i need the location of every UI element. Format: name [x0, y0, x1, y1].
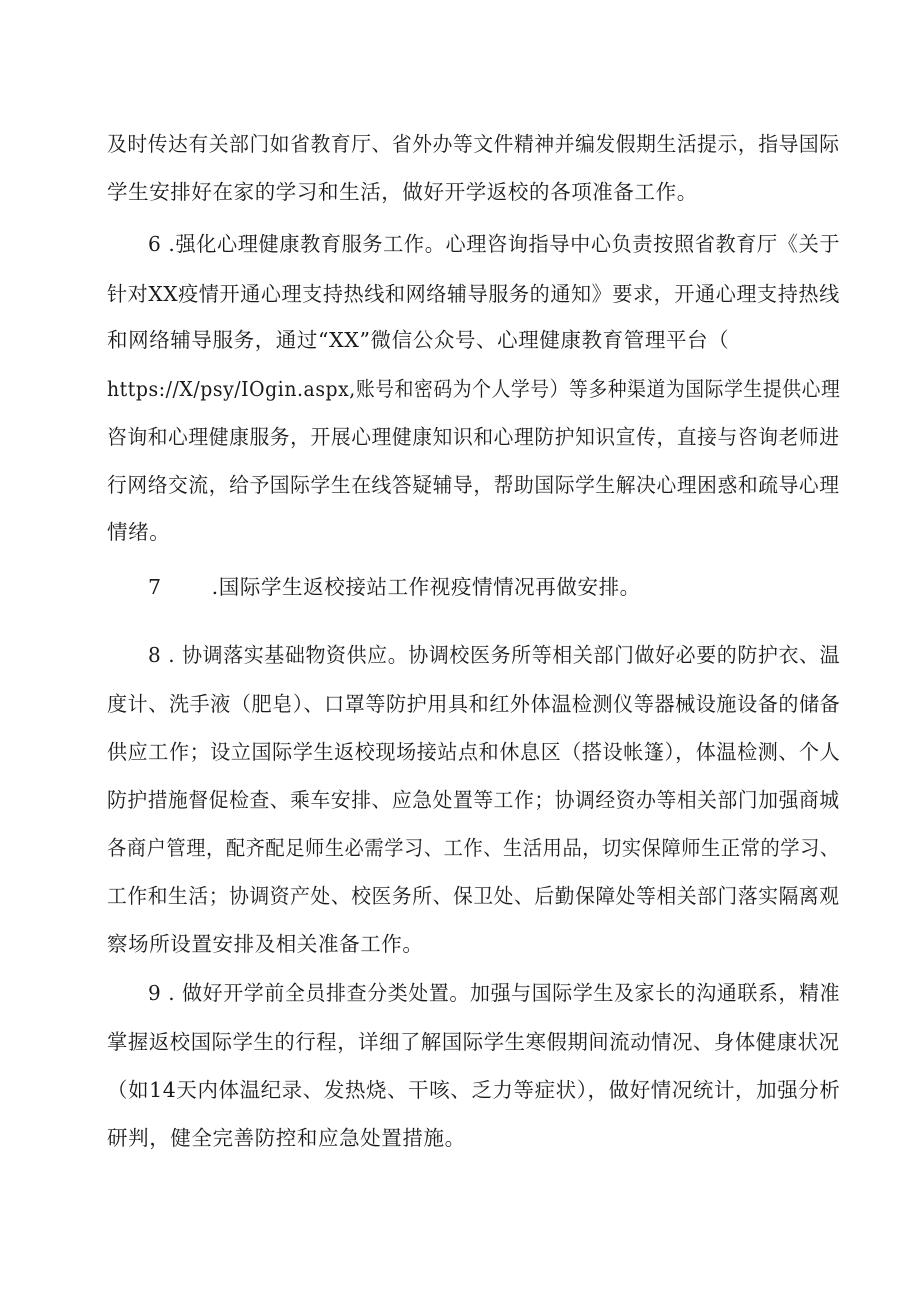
item-9-line-4: 研判，健全完善防控和应急处置措施。	[107, 1126, 466, 1150]
item-8-line-2: 度计、洗手液（肥皂）、口罩等防护用具和红外体温检测仪等器械设施设备的储备	[107, 692, 841, 716]
item-6-line-7: 情绪。	[107, 520, 171, 544]
item-7-number: 7	[148, 575, 162, 599]
item-6-line-4: https://X/psy/IOgin.aspx,账号和密码为个人学号）等多种渠道为国际学生提供心理	[107, 377, 841, 401]
item-8-line-6: 工作和生活；协调资产处、校医务所、保卫处、后勤保障处等相关部门落实隔离观	[107, 884, 840, 908]
item-9-line-3: （如14天内体温纪录、发热烧、干咳、乏力等症状），做好情况统计，加强分析	[107, 1078, 841, 1102]
item-7-line	[148, 574, 641, 600]
paragraph-intro-line-2: 学生安排好在家的学习和生活，做好开学返校的各项准备工作。	[107, 180, 698, 204]
item-9-line-2: 掌握返校国际学生的行程，详细了解国际学生寒假期间流动情况、身体健康状况	[107, 1030, 840, 1054]
item-6-line-5: 咨询和心理健康服务，开展心理健康知识和心理防护知识宣传，直接与咨询老师进	[107, 425, 840, 449]
item-8-line-3: 供应工作；设立国际学生返校现场接站点和休息区（搭设帐篷），体温检测、个人	[107, 740, 841, 764]
item-6-line-2: 针对XX疫情开通心理支持热线和网络辅导服务的通知》要求，开通心理支持热线	[107, 282, 840, 306]
item-6-line-3: 和网络辅导服务，通过“XX”微信公众号、心理健康教育管理平台（	[107, 328, 730, 352]
item-6-line-1: 6 .强化心理健康教育服务工作。心理咨询指导中心负责按照省教育厅《关于	[148, 232, 841, 256]
item-6-line-6: 行网络交流，给予国际学生在线答疑辅导，帮助国际学生解决心理困惑和疏导心理	[107, 473, 840, 497]
item-7-text: .国际学生返校接站工作视疫情情况再做安排。	[211, 575, 641, 599]
item-9-line-1: 9 . 做好开学前全员排查分类处置。加强与国际学生及家长的沟通联系，精准	[148, 981, 841, 1005]
item-8-line-5: 各商户管理，配齐配足师生必需学习、工作、生活用品，切实保障师生正常的学习、	[107, 836, 840, 860]
paragraph-intro-line-1: 及时传达有关部门如省教育厅、省外办等文件精神并编发假期生活提示，指导国际	[107, 132, 840, 156]
item-8-line-1: 8 . 协调落实基础物资供应。协调校医务所等相关部门做好必要的防护衣、温	[148, 643, 841, 667]
item-8-line-7: 察场所设置安排及相关准备工作。	[107, 932, 424, 956]
item-8-line-4: 防护措施督促检查、乘车安排、应急处置等工作；协调经资办等相关部门加强商城	[107, 788, 840, 812]
